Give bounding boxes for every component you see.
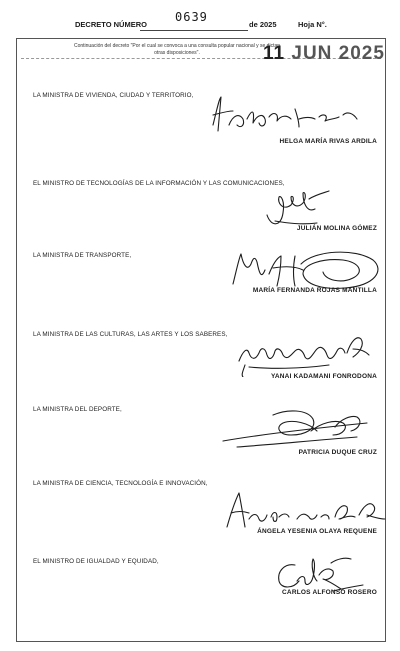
signatory-role-science: LA MINISTRA DE CIENCIA, TECNOLOGÍA E INNOVACIÓN,	[33, 480, 208, 487]
signatory-role-equality: EL MINISTRO DE IGUALDAD Y EQUIDAD,	[33, 558, 159, 565]
signatory-name-transport: MARÍA FERNANDA ROJAS MANTILLA	[252, 287, 377, 294]
signatory-name-housing: HELGA MARÍA RIVAS ARDILA	[279, 138, 377, 145]
page-number-label: Hoja N°.	[298, 20, 327, 29]
signatory-name-culture: YANAI KADAMANI FONRODONA	[270, 373, 377, 380]
date-stamp-day: 11	[263, 43, 286, 64]
signatory-role-transport: LA MINISTRA DE TRANSPORTE,	[33, 252, 132, 259]
signatory-name-ict: JULIÁN MOLINA GÓMEZ	[296, 225, 377, 232]
signatory-role-culture: LA MINISTRA DE LAS CULTURAS, LAS ARTES Y LOS SABERES,	[33, 331, 228, 338]
date-stamp	[263, 43, 385, 65]
decree-year: de 2025	[249, 20, 277, 29]
signatory-role-sports: LA MINISTRA DEL DEPORTE,	[33, 406, 122, 413]
decree-label: DECRETO NÚMERO	[75, 20, 147, 29]
signatory-name-equality: CARLOS ALFONSO ROSERO	[282, 589, 377, 596]
signature-sports-minister	[217, 401, 377, 455]
signatory-name-sports: PATRICIA DUQUE CRUZ	[298, 449, 377, 456]
date-stamp-month-year: JUN 2025	[291, 43, 385, 64]
signatory-name-science: ÁNGELA YESENIA OLAYA REQUENE	[257, 528, 377, 535]
decree-number: 0639	[175, 10, 208, 24]
signatory-role-housing: LA MINISTRA DE VIVIENDA, CIUDAD Y TERRITORIO,	[33, 92, 194, 99]
signature-culture-minister	[229, 331, 379, 377]
decree-header	[0, 6, 400, 34]
continuation-note: Continuación del decreto "Por el cual se convoca a una consulta popular nacional y se dictan otras disposiciones".	[73, 43, 281, 56]
signatory-role-ict: EL MINISTRO DE TECNOLOGÍAS DE LA INFORMACIÓN Y LAS COMUNICACIONES,	[33, 180, 285, 187]
document-frame	[16, 38, 386, 642]
signature-housing-minister	[207, 89, 387, 137]
